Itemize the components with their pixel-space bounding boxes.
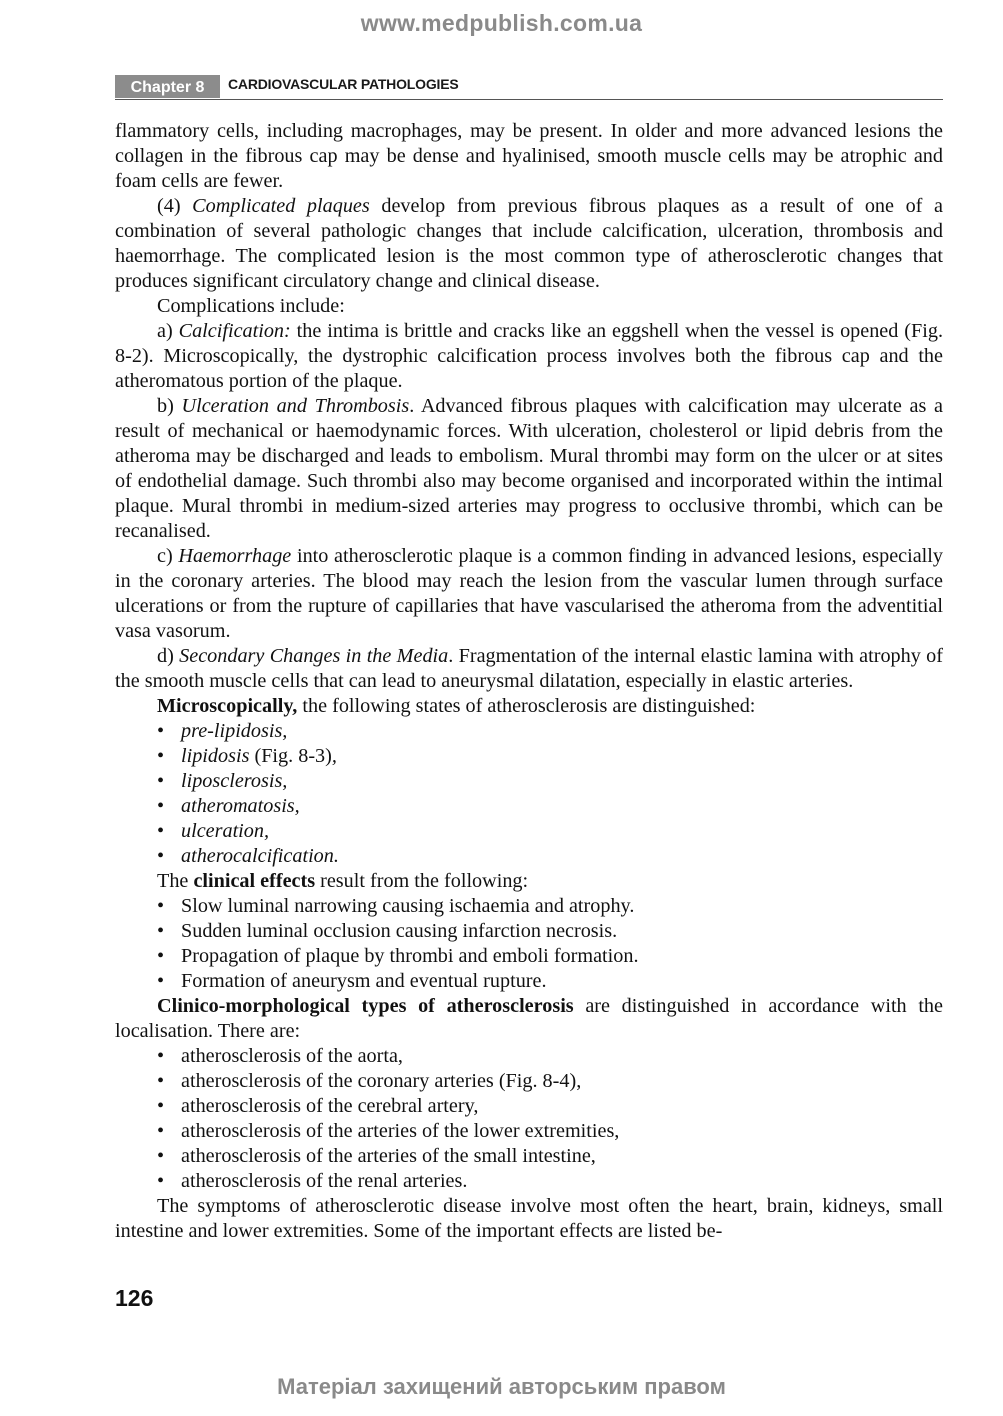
paragraph-secondary-changes: d) Secondary Changes in the Media. Fragmentation of the internal elastic lamina with atrophy of the smooth muscle cells that can lead to aneurysmal dilatation, especially in elastic arteries. (115, 645, 943, 692)
paragraph-clinico-morphological-types: Clinico-morphological types of atherosclerosis are distinguished in accordance with the localisation. There are: (115, 995, 943, 1042)
paragraph: flammatory cells, including macrophages, may be present. In older and more advanced lesions the collagen in the fibrous cap may be dense and hyalinised, smooth muscle cells may be atrophic and foam cells are fewer. (115, 120, 943, 192)
paragraph-microscopically: Microscopically, the following states of atherosclerosis are distinguished: (157, 695, 756, 717)
list-item: • atherocalcification. (115, 844, 943, 869)
body-text (115, 119, 943, 1244)
copyright-watermark: Матеріал захищений авторським правом (277, 1374, 726, 1399)
chapter-label: Chapter 8 (115, 75, 220, 98)
paragraph-ulceration: b) Ulceration and Thrombosis. Advanced fibrous plaques with calcification may ulcerate as a result of mechanical or haemodynamic forces. With ulceration, cholesterol or lipid debris from the atheroma may be discharged and leads to embolism. Mural thrombi may form on the ulcer or at sites of endothelial damage. Such thrombi also may become organised and incorporated within the intimal plaque. Mural thrombi in medium-sized arteries may progress to occlusive thrombi, which can be recanalised. (115, 395, 943, 542)
page-number: 126 (115, 1285, 154, 1311)
list-item: • Formation of aneurysm and eventual rupture. (115, 969, 943, 994)
list-item: • pre-lipidosis, (115, 719, 943, 744)
site-url: www.medpublish.com.ua (360, 10, 643, 36)
list-item: • Sudden luminal occlusion causing infarction necrosis. (115, 919, 943, 944)
list-item: • atherosclerosis of the arteries of the small intestine, (115, 1144, 943, 1169)
list-item: • atherosclerosis of the arteries of the lower extremities, (115, 1119, 943, 1144)
microscopic-states-list (115, 719, 943, 869)
list-item: • Slow luminal narrowing causing ischaemia and atrophy. (115, 894, 943, 919)
list-item: • atherosclerosis of the cerebral artery, (115, 1094, 943, 1119)
list-item: • Propagation of plaque by thrombi and emboli formation. (115, 944, 943, 969)
paragraph-complications-intro: Complications include: (157, 295, 345, 317)
chapter-title: CARDIOVASCULAR PATHOLOGIES (228, 76, 459, 92)
list-item: • ulceration, (115, 819, 943, 844)
list-item: • atherosclerosis of the renal arteries. (115, 1169, 943, 1194)
paragraph-calcification: a) Calcification: the intima is brittle and cracks like an eggshell when the vessel is opened (Fig. 8-2). Microscopically, the dystrophic calcification process involves both the fibrous cap and the atheromatous portion of the plaque. (115, 320, 943, 392)
paragraph-complicated-plaques: (4) Complicated plaques develop from previous fibrous plaques as a result of one of a combination of several pathologic changes that include calcification, ulceration, thrombosis and haemorrhage. The complicated lesion is the most common type of atherosclerotic changes that produces significant circulatory change and clinical disease. (115, 195, 943, 292)
chapter-header (115, 75, 943, 100)
paragraph-symptoms: The symptoms of atherosclerotic disease involve most often the heart, brain, kidneys, small intestine and lower extremities. Some of the important effects are listed be- (115, 1195, 943, 1242)
clinical-effects-list (115, 894, 943, 994)
list-item: • atheromatosis, (115, 794, 943, 819)
list-item: • atherosclerosis of the coronary arteries (Fig. 8-4), (115, 1069, 943, 1094)
list-item: • liposclerosis, (115, 769, 943, 794)
list-item: • atherosclerosis of the aorta, (115, 1044, 943, 1069)
types-list (115, 1044, 943, 1194)
paragraph-haemorrhage: c) Haemorrhage into atherosclerotic plaque is a common finding in advanced lesions, especially in the coronary arteries. The blood may reach the lesion from the vascular lumen through surface ulcerations or from the rupture of capillaries that have vascularised the atheroma from the adventitial vasa vasorum. (115, 545, 943, 642)
paragraph-clinical-effects: The clinical effects result from the following: (157, 870, 529, 892)
list-item: • lipidosis (Fig. 8-3), (115, 744, 943, 769)
